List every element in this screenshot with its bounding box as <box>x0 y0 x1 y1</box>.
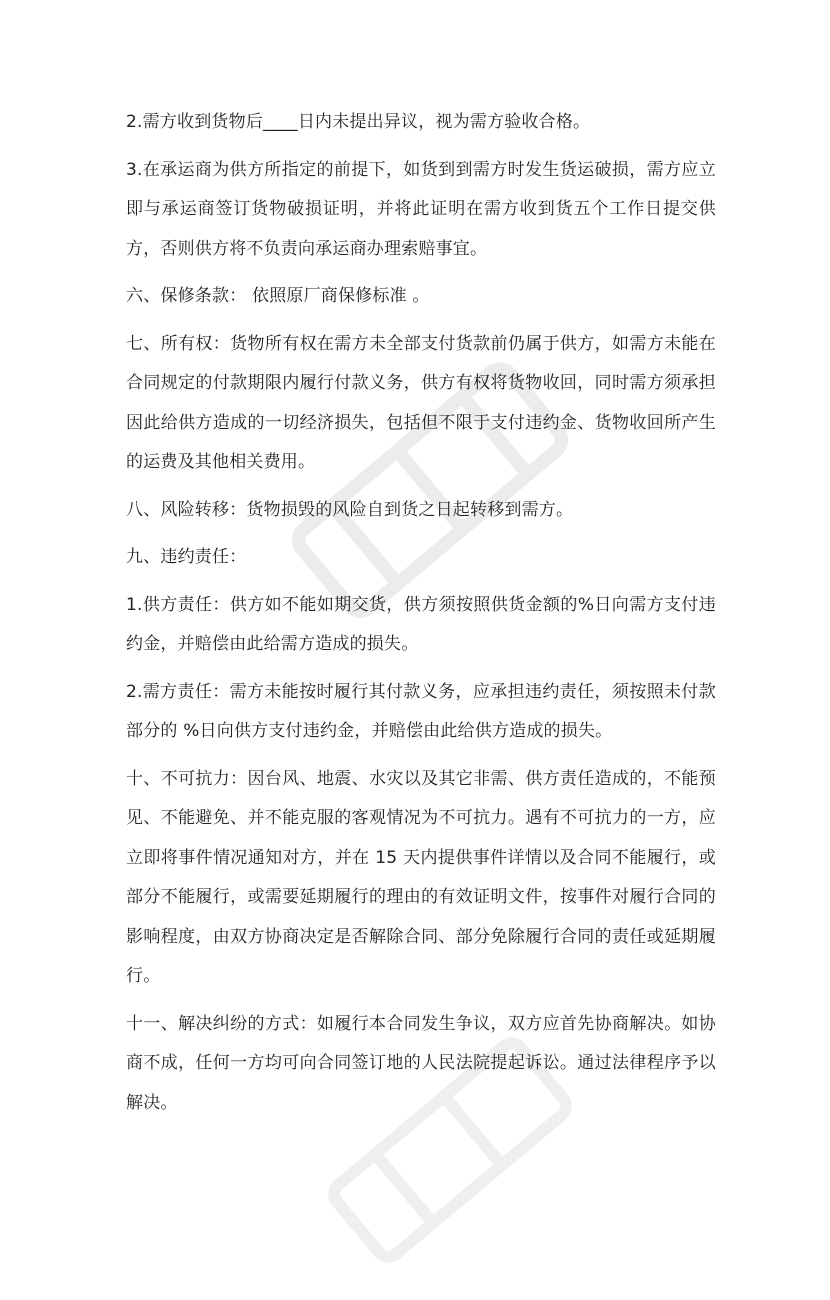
paragraph-ownership: 七、所有权：货物所有权在需方未全部支付货款前仍属于供方，如需方未能在合同规定的付款期限内履行付款义务，供方有权将货物收回，同时需方须承担因此给供方造成的一切经济损失，包括但不限于支付违约金、货物收回所产生的运费及其他相关费用。 <box>126 333 716 472</box>
document-body <box>126 103 716 1131</box>
paragraph-acceptance: 2.需方收到货物后____日内未提出异议，视为需方验收合格。 <box>126 112 591 132</box>
paragraph-dispute-resolution: 十一、解决纠纷的方式：如履行本合同发生争议，双方应首先协商解决。如协商不成，任何一方均可向合同签订地的人民法院提起诉讼。通过法律程序予以解决。 <box>126 1013 716 1113</box>
paragraph-warranty: 六、保修条款： 依照原厂商保修标准 。 <box>126 286 430 306</box>
paragraph-force-majeure: 十、不可抗力：因台风、地震、水灾以及其它非需、供方责任造成的，不能预见、不能避免、并不能克服的客观情况为不可抗力。遇有不可抗力的一方，应立即将事件情况通知对方，并在 15 天内提供事件详情以及合同不能履行，或部分不能履行，或需要延期履行的理由的有效证明文件，按事件对履行合同的影响程度，由双方协商决定是否解除合同、部分免除履行合同的责任或延期履行。 <box>126 768 716 986</box>
paragraph-buyer-liability: 2.需方责任：需方未能按时履行其付款义务，应承担违约责任，须按照未付款部分的 %日向供方支付违约金，并赔偿由此给供方造成的损失。 <box>126 681 716 741</box>
paragraph-risk-transfer: 八、风险转移：货物损毁的风险自到货之日起转移到需方。 <box>126 499 574 520</box>
paragraph-damage-claim: 3.在承运商为供方所指定的前提下，如货到到需方时发生货运破损，需方应立即与承运商签订货物破损证明，并将此证明在需方收到货五个工作日提交供方，否则供方将不负责向承运商办理索赔事宜。 <box>126 159 716 259</box>
paragraph-supplier-liability: 1.供方责任：供方如不能如期交货，供方须按照供货金额的%日向需方支付违约金，并赔偿由此给需方造成的损失。 <box>126 594 716 654</box>
paragraph-liability-heading: 九、违约责任： <box>126 547 247 567</box>
